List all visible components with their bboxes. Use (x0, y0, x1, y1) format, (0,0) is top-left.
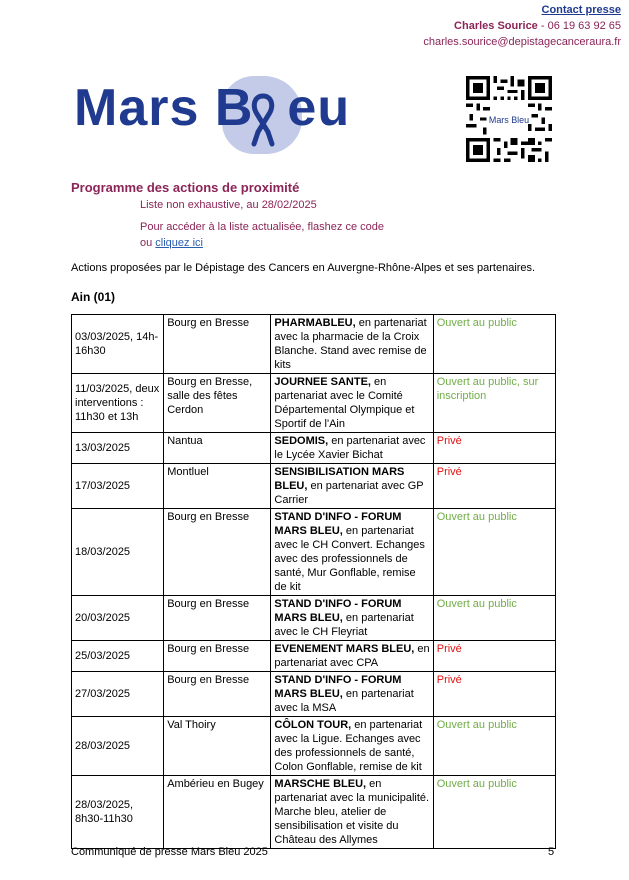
action-date: 18/03/2025 (72, 509, 164, 596)
click-here-link[interactable]: cliquez ici (155, 237, 203, 249)
action-description (271, 464, 433, 509)
contact-press-link[interactable]: Contact presse (541, 4, 621, 16)
action-title: STAND D'INFO - FORUM MARS BLEU, (274, 598, 402, 624)
action-title: PHARMABLEU, (274, 317, 356, 329)
action-status: Privé (433, 464, 555, 509)
action-date: 27/03/2025 (72, 672, 164, 717)
table-row (72, 641, 556, 672)
logo-text-left: Mars B (74, 79, 254, 137)
action-date: 13/03/2025 (72, 433, 164, 464)
action-details: en partenariat avec le CH Convert. Echanges avec des professionnels de santé, Mur Gonflable, remise de kit (274, 525, 425, 593)
action-place: Bourg en Bresse (164, 641, 271, 672)
press-contact (423, 2, 621, 50)
program-flash-text: Pour accéder à la liste actualisée, flashez ce code (140, 221, 384, 233)
action-details: en partenariat avec GP Carrier (274, 480, 424, 506)
action-date: 11/03/2025, deux interventions : 11h30 et 13h (72, 374, 164, 433)
actions-table (71, 314, 556, 849)
action-title: SEDOMIS, (274, 435, 329, 447)
action-place: Val Thoiry (164, 717, 271, 776)
action-place: Montluel (164, 464, 271, 509)
contact-email[interactable]: charles.sourice@depistagecanceraura.fr (423, 36, 621, 48)
action-description (271, 315, 433, 374)
page-number: 5 (548, 846, 555, 858)
action-title: SENSIBILISATION MARS BLEU, (274, 466, 405, 492)
action-date: 03/03/2025, 14h-16h30 (72, 315, 164, 374)
action-description (271, 374, 433, 433)
table-row (72, 315, 556, 374)
action-status: Privé (433, 672, 555, 717)
ribbon-icon (248, 92, 278, 148)
action-title: MARSCHE BLEU, (274, 778, 367, 790)
action-title: EVENEMENT MARS BLEU, (274, 643, 415, 655)
action-details: en partenariat avec la Ligue. Echanges avec des professionnels de santé, Colon Gonflable, remise de kit (274, 719, 423, 773)
program-title: Programme des actions de proximité (71, 180, 300, 195)
contact-name: Charles Sourice (454, 20, 538, 32)
action-date: 25/03/2025 (72, 641, 164, 672)
action-status: Privé (433, 433, 555, 464)
program-link-line (140, 237, 203, 249)
action-title: JOURNEE SANTE, (274, 376, 371, 388)
action-place: Bourg en Bresse (164, 315, 271, 374)
action-status: Ouvert au public (433, 315, 555, 374)
table-row (72, 596, 556, 641)
action-description (271, 596, 433, 641)
table-row (72, 509, 556, 596)
action-description (271, 509, 433, 596)
action-place: Nantua (164, 433, 271, 464)
action-details: en partenariat avec CPA (274, 643, 430, 669)
table-row (72, 433, 556, 464)
action-description (271, 717, 433, 776)
action-status: Ouvert au public, sur inscription (433, 374, 555, 433)
action-place: Bourg en Bresse, salle des fêtes Cerdon (164, 374, 271, 433)
action-details: en partenariat avec le CH Fleyriat (274, 612, 414, 638)
contact-phone: - 06 19 63 92 65 (537, 20, 621, 32)
action-title: STAND D'INFO - FORUM MARS BLEU, (274, 674, 402, 700)
contact-name-line (423, 18, 621, 34)
action-details: en partenariat avec le Comité Départemental Olympique et Sportif de l'Ain (274, 376, 415, 430)
action-place: Bourg en Bresse (164, 672, 271, 717)
mars-bleu-logo (74, 76, 351, 156)
action-place: Bourg en Bresse (164, 509, 271, 596)
action-details: en partenariat avec la pharmacie de la Croix Blanche. Stand avec remise de kits (274, 317, 427, 371)
action-status: Ouvert au public (433, 717, 555, 776)
table-row (72, 776, 556, 849)
action-details: en partenariat avec la MSA (274, 688, 414, 714)
action-description (271, 641, 433, 672)
logo-text-right: eu (287, 79, 351, 137)
action-description (271, 672, 433, 717)
action-date: 17/03/2025 (72, 464, 164, 509)
logo-wordmark (74, 78, 350, 138)
table-row (72, 374, 556, 433)
action-place: Ambérieu en Bugey (164, 776, 271, 849)
action-status: Ouvert au public (433, 776, 555, 849)
action-date: 28/03/2025 (72, 717, 164, 776)
action-title: STAND D'INFO - FORUM MARS BLEU, (274, 511, 402, 537)
program-note: Liste non exhaustive, au 28/02/2025 (140, 199, 317, 211)
action-status: Ouvert au public (433, 596, 555, 641)
action-status: Ouvert au public (433, 509, 555, 596)
qr-code-icon[interactable] (466, 76, 552, 162)
intro-text: Actions proposées par le Dépistage des Cancers en Auvergne-Rhône-Alpes et ses partenaires. (71, 262, 536, 274)
department-heading: Ain (01) (71, 290, 116, 304)
footer-text: Communiqué de presse Mars Bleu 2025 (71, 846, 268, 858)
table-row (72, 717, 556, 776)
action-title: CÔLON TOUR, (274, 719, 352, 731)
action-date: 28/03/2025, 8h30-11h30 (72, 776, 164, 849)
action-description (271, 433, 433, 464)
action-status: Privé (433, 641, 555, 672)
action-description (271, 776, 433, 849)
table-row (72, 464, 556, 509)
qr-label: Mars Bleu (488, 114, 530, 125)
action-details: en partenariat avec le Lycée Xavier Bichat (274, 435, 426, 461)
program-or: ou (140, 237, 156, 249)
table-row (72, 672, 556, 717)
action-place: Bourg en Bresse (164, 596, 271, 641)
action-details: en partenariat avec la municipalité. Marche bleu, atelier de sensibilisation et visite du Château des Allymes (274, 778, 430, 846)
action-date: 20/03/2025 (72, 596, 164, 641)
